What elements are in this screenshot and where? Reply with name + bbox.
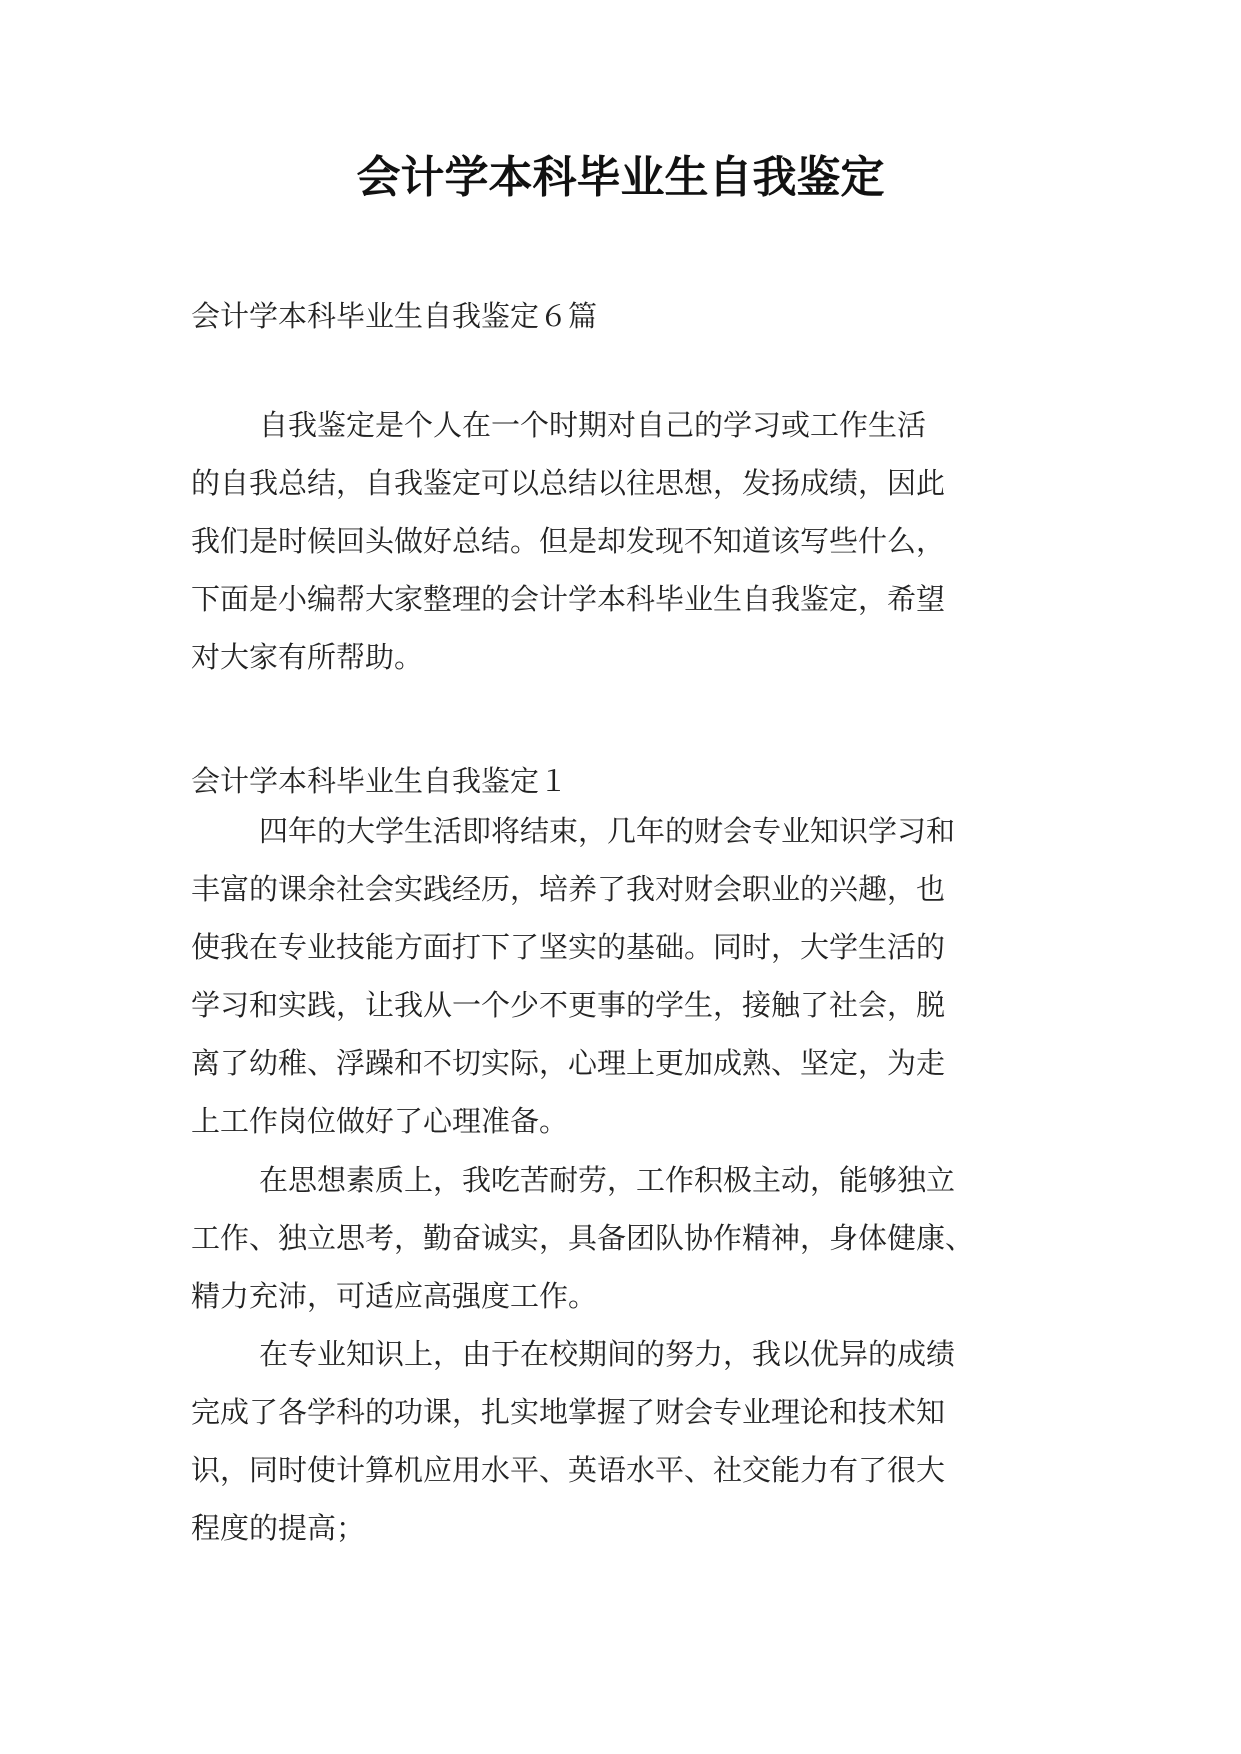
paragraph-line: 在专业知识上，由于在校期间的努力，我以优异的成绩 — [259, 1337, 956, 1371]
paragraph-line: 下面是小编帮大家整理的会计学本科毕业生自我鉴定，希望 — [191, 582, 946, 616]
paragraph-line: 离了幼稚、浮躁和不切实际，心理上更加成熟、坚定，为走 — [191, 1046, 946, 1080]
paragraph-line: 完成了各学科的功课，扎实地掌握了财会专业理论和技术知 — [191, 1395, 946, 1429]
paragraph-line: 识，同时使计算机应用水平、英语水平、社交能力有了很大 — [191, 1453, 946, 1487]
paragraph-line: 对大家有所帮助。 — [191, 640, 424, 674]
paragraph-line: 工作、独立思考，勤奋诚实，具备团队协作精神，身体健康、 — [191, 1221, 975, 1255]
paragraph-line: 我们是时候回头做好总结。但是却发现不知道该写些什么， — [191, 524, 946, 558]
body-paragraph-1 — [191, 802, 1051, 1150]
body-paragraph-2 — [191, 1151, 1051, 1325]
paragraph-line: 程度的提高； — [191, 1511, 366, 1545]
paragraph-line: 学习和实践，让我从一个少不更事的学生，接触了社会，脱 — [191, 988, 946, 1022]
paragraph-line: 四年的大学生活即将结束，几年的财会专业知识学习和 — [259, 814, 956, 848]
paragraph-line: 使我在专业技能方面打下了坚实的基础。同时，大学生活的 — [191, 930, 946, 964]
paragraph-line: 的自我总结，自我鉴定可以总结以往思想，发扬成绩，因此 — [191, 466, 946, 500]
intro-paragraph — [191, 396, 1051, 686]
paragraph-line: 精力充沛，可适应高强度工作。 — [191, 1279, 598, 1313]
document-title: 会计学本科毕业生自我鉴定 — [356, 152, 885, 203]
section-heading: 会计学本科毕业生自我鉴定１ — [191, 764, 569, 798]
body-paragraph-3 — [191, 1325, 1051, 1557]
paragraph-line: 丰富的课余社会实践经历，培养了我对财会职业的兴趣，也 — [191, 872, 946, 906]
document-subtitle: 会计学本科毕业生自我鉴定６篇 — [191, 299, 598, 333]
paragraph-line: 上工作岗位做好了心理准备。 — [191, 1104, 569, 1138]
paragraph-line: 在思想素质上，我吃苦耐劳，工作积极主动，能够独立 — [259, 1163, 956, 1197]
paragraph-line: 自我鉴定是个人在一个时期对自己的学习或工作生活 — [259, 408, 927, 442]
